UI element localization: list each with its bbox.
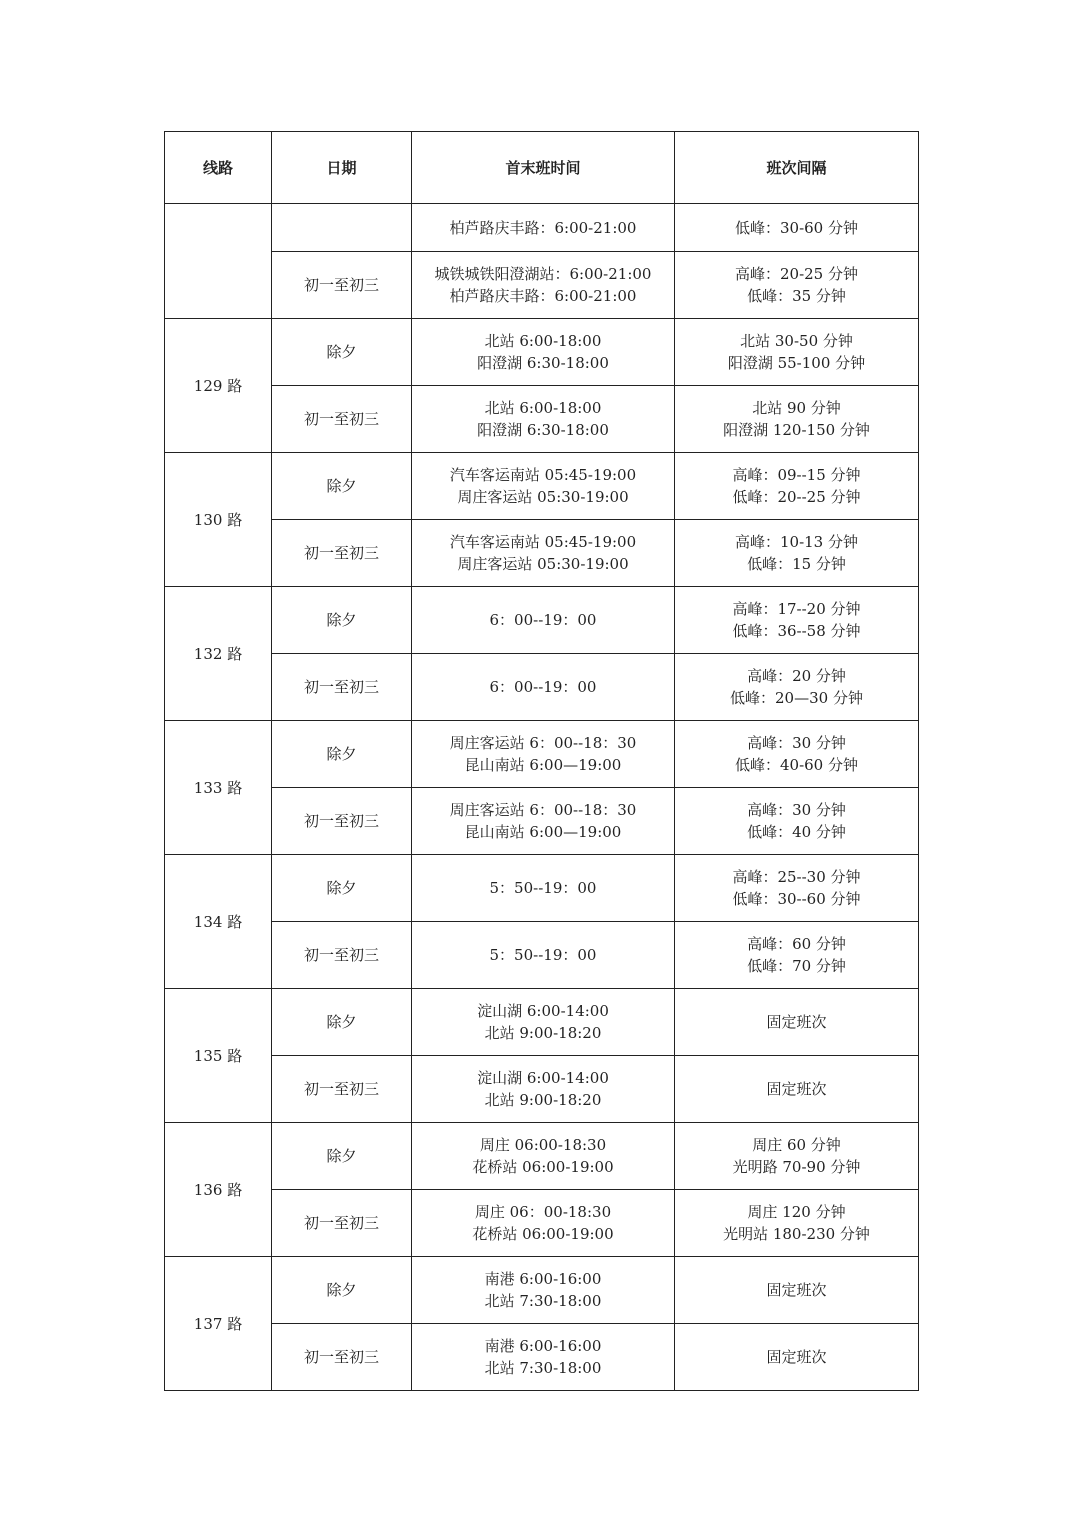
time-line: 北站 7:30-18:00 bbox=[484, 1292, 602, 1310]
interval-line: 高峰：20 分钟 bbox=[747, 667, 846, 685]
route-cell bbox=[165, 204, 272, 319]
interval-line: 低峰：20—30 分钟 bbox=[730, 689, 863, 707]
schedule-row bbox=[165, 721, 919, 788]
interval-cell bbox=[675, 989, 919, 1056]
interval-line: 固定班次 bbox=[766, 1281, 827, 1299]
route-cell: 132 路 bbox=[165, 587, 272, 721]
date-cell: 除夕 bbox=[272, 855, 412, 922]
interval-cell bbox=[675, 1190, 919, 1257]
time-line: 6：00--19：00 bbox=[489, 611, 597, 629]
interval-line: 高峰：10-13 分钟 bbox=[734, 533, 858, 551]
time-line: 周庄 06:00-18:30 bbox=[479, 1136, 607, 1154]
time-line: 阳澄湖 6:30-18:00 bbox=[477, 354, 609, 372]
time-line: 花桥站 06:00-19:00 bbox=[472, 1158, 614, 1176]
time-line: 6：00--19：00 bbox=[489, 678, 597, 696]
time-line: 汽车客运南站 05:45-19:00 bbox=[449, 533, 637, 551]
date-cell: 除夕 bbox=[272, 319, 412, 386]
header-date: 日期 bbox=[272, 132, 412, 204]
schedule-row bbox=[165, 1190, 919, 1257]
date-cell: 除夕 bbox=[272, 1257, 412, 1324]
date-cell: 除夕 bbox=[272, 453, 412, 520]
time-cell bbox=[412, 1257, 675, 1324]
route-cell: 134 路 bbox=[165, 855, 272, 989]
route-cell: 135 路 bbox=[165, 989, 272, 1123]
time-line: 汽车客运南站 05:45-19:00 bbox=[449, 466, 637, 484]
time-line: 周庄客运站 6：00--18：30 bbox=[449, 734, 637, 752]
date-cell: 初一至初三 bbox=[272, 1324, 412, 1391]
schedule-row bbox=[165, 386, 919, 453]
route-cell: 129 路 bbox=[165, 319, 272, 453]
interval-cell bbox=[675, 1056, 919, 1123]
route-cell: 130 路 bbox=[165, 453, 272, 587]
time-cell bbox=[412, 204, 675, 252]
time-line: 北站 9:00-18:20 bbox=[484, 1091, 602, 1109]
date-cell: 初一至初三 bbox=[272, 922, 412, 989]
interval-line: 周庄 120 分钟 bbox=[747, 1203, 846, 1221]
interval-line: 低峰：36--58 分钟 bbox=[732, 622, 861, 640]
time-line: 北站 6:00-18:00 bbox=[484, 332, 602, 350]
interval-line: 高峰：30 分钟 bbox=[747, 734, 846, 752]
schedule-row bbox=[165, 654, 919, 721]
interval-cell bbox=[675, 453, 919, 520]
interval-cell bbox=[675, 721, 919, 788]
interval-cell bbox=[675, 922, 919, 989]
time-line: 南港 6:00-16:00 bbox=[484, 1270, 602, 1288]
interval-line: 高峰：09--15 分钟 bbox=[732, 466, 861, 484]
interval-line: 低峰：70 分钟 bbox=[747, 957, 846, 975]
schedule-row bbox=[165, 319, 919, 386]
schedule-row bbox=[165, 520, 919, 587]
date-cell: 初一至初三 bbox=[272, 520, 412, 587]
time-line: 周庄客运站 6：00--18：30 bbox=[449, 801, 637, 819]
schedule-row bbox=[165, 453, 919, 520]
time-cell bbox=[412, 788, 675, 855]
schedule-row bbox=[165, 1257, 919, 1324]
interval-cell bbox=[675, 319, 919, 386]
time-line: 5：50--19：00 bbox=[489, 946, 597, 964]
interval-line: 高峰：60 分钟 bbox=[747, 935, 846, 953]
interval-cell bbox=[675, 587, 919, 654]
date-cell: 初一至初三 bbox=[272, 386, 412, 453]
time-line: 城铁城铁阳澄湖站：6:00-21:00 bbox=[434, 265, 652, 283]
date-cell: 初一至初三 bbox=[272, 1190, 412, 1257]
time-cell bbox=[412, 1123, 675, 1190]
interval-line: 低峰：40-60 分钟 bbox=[734, 756, 858, 774]
time-cell bbox=[412, 453, 675, 520]
time-cell bbox=[412, 1190, 675, 1257]
date-cell: 除夕 bbox=[272, 1123, 412, 1190]
date-cell: 除夕 bbox=[272, 721, 412, 788]
interval-cell bbox=[675, 252, 919, 319]
schedule-row bbox=[165, 788, 919, 855]
date-cell: 初一至初三 bbox=[272, 252, 412, 319]
interval-line: 低峰：30-60 分钟 bbox=[734, 218, 858, 237]
interval-cell bbox=[675, 788, 919, 855]
route-cell: 136 路 bbox=[165, 1123, 272, 1257]
date-cell: 初一至初三 bbox=[272, 1056, 412, 1123]
schedule-row bbox=[165, 1056, 919, 1123]
schedule-row bbox=[165, 922, 919, 989]
interval-line: 固定班次 bbox=[766, 1013, 827, 1031]
route-cell: 137 路 bbox=[165, 1257, 272, 1391]
time-line: 周庄客运站 05:30-19:00 bbox=[457, 555, 629, 573]
time-line: 花桥站 06:00-19:00 bbox=[472, 1225, 614, 1243]
interval-cell bbox=[675, 1123, 919, 1190]
time-line: 5：50--19：00 bbox=[489, 879, 597, 897]
interval-line: 低峰：35 分钟 bbox=[747, 287, 846, 305]
time-cell bbox=[412, 252, 675, 319]
interval-cell bbox=[675, 1324, 919, 1391]
schedule-row bbox=[165, 1324, 919, 1391]
date-cell: 除夕 bbox=[272, 989, 412, 1056]
time-line: 南港 6:00-16:00 bbox=[484, 1337, 602, 1355]
date-cell: 初一至初三 bbox=[272, 788, 412, 855]
time-cell bbox=[412, 989, 675, 1056]
interval-line: 高峰：17--20 分钟 bbox=[732, 600, 861, 618]
schedule-row bbox=[165, 587, 919, 654]
time-cell bbox=[412, 319, 675, 386]
schedule-row bbox=[165, 252, 919, 319]
interval-cell bbox=[675, 520, 919, 587]
bus-schedule-table bbox=[164, 131, 919, 1391]
time-cell bbox=[412, 1056, 675, 1123]
schedule-row bbox=[165, 1123, 919, 1190]
interval-line: 北站 90 分钟 bbox=[752, 399, 841, 417]
interval-line: 低峰：40 分钟 bbox=[747, 823, 846, 841]
interval-cell bbox=[675, 204, 919, 252]
schedule-row bbox=[165, 855, 919, 922]
time-line: 昆山南站 6:00—19:00 bbox=[464, 756, 622, 774]
time-line: 柏芦路庆丰路：6:00-21:00 bbox=[449, 287, 637, 305]
interval-line: 高峰：25--30 分钟 bbox=[732, 868, 861, 886]
interval-line: 固定班次 bbox=[766, 1080, 827, 1098]
date-cell bbox=[272, 204, 412, 252]
time-line: 淀山湖 6:00-14:00 bbox=[477, 1002, 609, 1020]
interval-line: 高峰：20-25 分钟 bbox=[734, 265, 858, 283]
time-line: 昆山南站 6:00—19:00 bbox=[464, 823, 622, 841]
header-route: 线路 bbox=[165, 132, 272, 204]
interval-cell bbox=[675, 1257, 919, 1324]
interval-line: 周庄 60 分钟 bbox=[752, 1136, 841, 1154]
time-cell bbox=[412, 721, 675, 788]
interval-cell bbox=[675, 855, 919, 922]
schedule-row bbox=[165, 204, 919, 252]
interval-line: 低峰：20--25 分钟 bbox=[732, 488, 861, 506]
time-cell bbox=[412, 654, 675, 721]
interval-line: 光明路 70-90 分钟 bbox=[732, 1158, 861, 1176]
time-cell bbox=[412, 855, 675, 922]
schedule-row bbox=[165, 989, 919, 1056]
date-cell: 初一至初三 bbox=[272, 654, 412, 721]
interval-line: 高峰：30 分钟 bbox=[747, 801, 846, 819]
header-first-last-time: 首末班时间 bbox=[412, 132, 675, 204]
interval-line: 北站 30-50 分钟 bbox=[740, 332, 853, 350]
time-cell bbox=[412, 386, 675, 453]
time-line: 北站 9:00-18:20 bbox=[484, 1024, 602, 1042]
interval-line: 固定班次 bbox=[766, 1348, 827, 1366]
time-cell bbox=[412, 1324, 675, 1391]
time-line: 周庄客运站 05:30-19:00 bbox=[457, 488, 629, 506]
interval-cell bbox=[675, 386, 919, 453]
date-cell: 除夕 bbox=[272, 587, 412, 654]
route-cell: 133 路 bbox=[165, 721, 272, 855]
header-interval: 班次间隔 bbox=[675, 132, 919, 204]
interval-line: 光明站 180-230 分钟 bbox=[723, 1225, 870, 1243]
interval-cell bbox=[675, 654, 919, 721]
interval-line: 低峰：15 分钟 bbox=[747, 555, 846, 573]
schedule-body bbox=[165, 204, 919, 1391]
interval-line: 低峰：30--60 分钟 bbox=[732, 890, 861, 908]
time-cell bbox=[412, 922, 675, 989]
header-row bbox=[165, 132, 919, 204]
time-line: 淀山湖 6:00-14:00 bbox=[477, 1069, 609, 1087]
time-cell bbox=[412, 520, 675, 587]
time-line: 周庄 06：00-18:30 bbox=[474, 1203, 612, 1221]
time-line: 阳澄湖 6:30-18:00 bbox=[477, 421, 609, 439]
time-line: 北站 7:30-18:00 bbox=[484, 1359, 602, 1377]
time-cell bbox=[412, 587, 675, 654]
interval-line: 阳澄湖 55-100 分钟 bbox=[727, 354, 866, 372]
time-line: 柏芦路庆丰路：6:00-21:00 bbox=[449, 218, 637, 237]
time-line: 北站 6:00-18:00 bbox=[484, 399, 602, 417]
interval-line: 阳澄湖 120-150 分钟 bbox=[723, 421, 870, 439]
